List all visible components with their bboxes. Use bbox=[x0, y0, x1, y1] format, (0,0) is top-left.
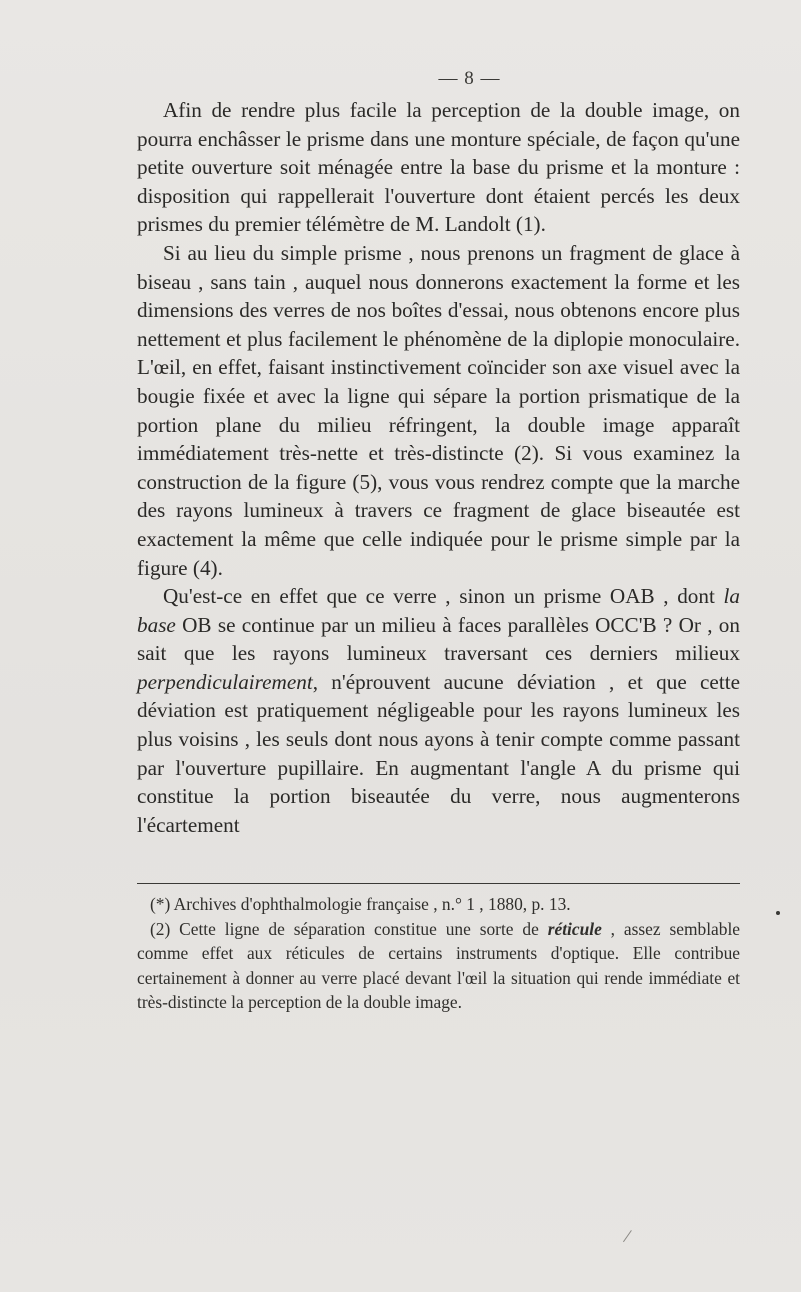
paragraph-3-text-a: Qu'est-ce en effet que ce verre , sinon un prisme OAB , dont bbox=[163, 584, 724, 609]
paragraph-1: Afin de rendre plus facile la perception de la double image, on pourra enchâsser le prisme dans une monture spéciale, de façon qu'une petite ouverture soit ménagée entre la base du prisme et la monture : disposition qui rappellerait l'ouverture dont étaient percés les deux prismes du premier télémètre de M. Landolt (1). bbox=[137, 98, 740, 237]
paragraph-3 bbox=[137, 582, 740, 839]
footnote-2-text-b: , assez semblable comme effet aux réticules de certains instruments d'optique. Elle contribue certainement à donner au verre placé devant l'œil la situation qui rende immédiate et très-distincte la perception de la double image. bbox=[137, 918, 740, 1013]
footnotes bbox=[137, 892, 740, 1015]
page-number: — 8 — bbox=[438, 68, 501, 89]
footnote-2 bbox=[137, 917, 740, 1015]
footnote-divider bbox=[137, 883, 740, 884]
paragraph-3-text-c: , n'éprouvent aucune déviation , et que cette déviation est pratiquement négligeable pour les rayons lumineux les plus voisins , les seuls dont nous ayons à tenir compte comme passant par l'ouverture pupillaire. En augmentant l'angle A du prisme qui constitue la portion biseautée du verre, nous augmenterons l'écartement bbox=[137, 669, 740, 837]
pencil-mark bbox=[623, 1230, 640, 1248]
footnote-2-italic-reticule: réticule bbox=[547, 918, 602, 939]
paragraph-3-italic-perpendiculairement: perpendiculairement bbox=[137, 669, 313, 694]
main-text bbox=[137, 96, 740, 839]
footnote-2-text-a: (2) Cette ligne de séparation constitue une sorte de bbox=[150, 918, 548, 939]
paragraph-3-text-b: OB se continue par un milieu à faces parallèles OCC'B ? Or , on sait que les rayons lumineux traversant ces derniers milieux bbox=[137, 612, 740, 666]
paragraph-2: Si au lieu du simple prisme , nous prenons un fragment de glace à biseau , sans tain , auquel nous donnerons exactement la forme et les dimensions des verres de nos boîtes d'essai, nous obtenons encore plus nettement et plus facilement le phénomène de la diplopie monoculaire. L'œil, en effet, faisant instinctivement coïncider son axe visuel avec la bougie fixée et avec la ligne qui sépare la portion prismatique de la portion plane du milieu réfringent, la double image apparaît immédiatement très-nette et très-distincte (2). Si vous examinez la construction de la figure (5), vous vous rendrez compte que la marche des rayons lumineux à travers ce fragment de glace biseautée est exactement la même que celle indiquée pour le prisme simple par la figure (4). bbox=[137, 240, 740, 580]
paragraph-3-italic-base: la base bbox=[137, 584, 740, 637]
ink-speck bbox=[776, 911, 780, 915]
footnote-1: (*) Archives d'ophthalmologie française , n.° 1 , 1880, p. 13. bbox=[150, 894, 571, 914]
